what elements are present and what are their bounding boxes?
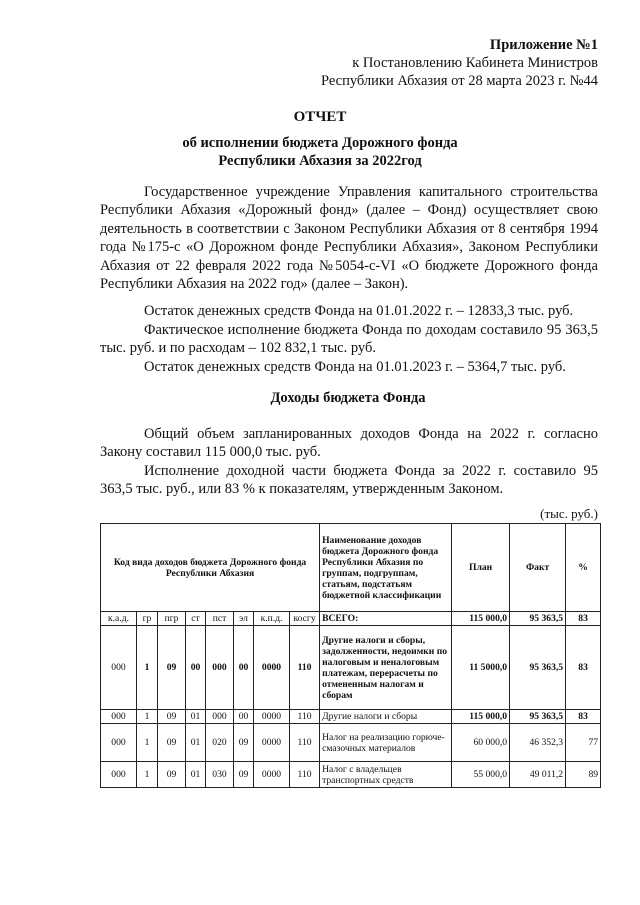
- report-subtitle-line1: об исполнении бюджета Дорожного фонда: [182, 135, 458, 151]
- el-cell: 09: [234, 724, 254, 762]
- pst-cell: 030: [206, 762, 234, 788]
- kad-cell: 000: [101, 710, 137, 724]
- kpd-cell: 0000: [254, 626, 290, 710]
- plan-cell: 115 000,0: [452, 710, 510, 724]
- pst-header: пст: [206, 612, 234, 626]
- gr-cell: 1: [137, 762, 158, 788]
- code-header-cell: Код вида доходов бюджета Дорожного фонда Республики Абхазия: [101, 524, 320, 612]
- total-plan: 115 000,0: [452, 612, 510, 626]
- appendix-decree-date: Республики Абхазия от 28 марта 2023 г. №44: [320, 73, 598, 89]
- kpd-header: к.п.д.: [254, 612, 290, 626]
- st-cell: 01: [186, 762, 206, 788]
- fact-cell: 46 352,3: [510, 724, 566, 762]
- table-row: [101, 762, 601, 788]
- total-fact: 95 363,5: [510, 612, 566, 626]
- el-cell: 09: [234, 762, 254, 788]
- st-cell: 00: [186, 626, 206, 710]
- percent-header-cell: %: [566, 524, 601, 612]
- name-cell: Другие налоги и сборы, задолженности, недоимки по налоговым и неналоговым платежам, перерасчеты по отмененным налогам и сборам: [320, 626, 452, 710]
- kosgu-cell: 110: [290, 762, 320, 788]
- appendix-decree: к Постановлению Кабинета Министров: [352, 55, 598, 71]
- report-title: ОТЧЕТ: [293, 109, 347, 125]
- appendix-number: Приложение №1: [489, 37, 598, 53]
- table-header-row: [101, 524, 601, 612]
- pgr-cell: 09: [158, 710, 186, 724]
- name-cell: Другие налоги и сборы: [320, 710, 452, 724]
- pst-cell: 000: [206, 710, 234, 724]
- report-subtitle-line2: Республики Абхазия за 2022год: [218, 153, 422, 169]
- kad-cell: 000: [101, 762, 137, 788]
- kosgu-header: косгу: [290, 612, 320, 626]
- name-cell: Налог на реализацию горюче-смазочных материалов: [320, 724, 452, 762]
- fact-cell: 95 363,5: [510, 626, 566, 710]
- kpd-cell: 0000: [254, 710, 290, 724]
- kosgu-cell: 110: [290, 724, 320, 762]
- income-table: [100, 523, 601, 788]
- pgr-cell: 09: [158, 626, 186, 710]
- pst-cell: 000: [206, 626, 234, 710]
- total-percent: 83: [566, 612, 601, 626]
- gr-header: гр: [137, 612, 158, 626]
- gr-cell: 1: [137, 710, 158, 724]
- execution-paragraph: Фактическое исполнение бюджета Фонда по доходам составило 95 363,5 тыс. руб. и по расходам – 102 832,1 тыс. руб.: [100, 322, 598, 357]
- intro-paragraph: Государственное учреждение Управления капитального строительства Республики Абхазия «Дорожный фонд» (далее – Фонд) осуществляет свою деятельность в соответствии с Законом Республики Абхазия от 8 сентября 1994 года №175-с «О Дорожном фонде Республики Абхазия», Законом Республики Абхазия от 22 февраля 2022 года №5054-с-VI «О бюджете Дорожного фонда Республики Абхазия на 2022 год» (далее – Закон).: [100, 184, 598, 293]
- pgr-cell: 09: [158, 762, 186, 788]
- fact-cell: 49 011,2: [510, 762, 566, 788]
- plan-cell: 60 000,0: [452, 724, 510, 762]
- total-label: ВСЕГО:: [320, 612, 452, 626]
- name-cell: Налог с владельцев транспортных средств: [320, 762, 452, 788]
- income-plan-paragraph: Общий объем запланированных доходов Фонда на 2022 г. согласно Закону составил 115 000,0 тыс. руб.: [100, 426, 598, 461]
- table-row: [101, 724, 601, 762]
- kad-cell: 000: [101, 724, 137, 762]
- appendix-block: [321, 36, 598, 90]
- pgr-header: пгр: [158, 612, 186, 626]
- percent-cell: 83: [566, 710, 601, 724]
- gr-cell: 1: [137, 626, 158, 710]
- fact-header-cell: Факт: [510, 524, 566, 612]
- table-subheader-row: [101, 612, 601, 626]
- pgr-cell: 09: [158, 724, 186, 762]
- fact-cell: 95 363,5: [510, 710, 566, 724]
- pst-cell: 020: [206, 724, 234, 762]
- percent-cell: 89: [566, 762, 601, 788]
- st-cell: 01: [186, 710, 206, 724]
- kad-cell: 000: [101, 626, 137, 710]
- kpd-cell: 0000: [254, 762, 290, 788]
- st-header: ст: [186, 612, 206, 626]
- plan-header-cell: План: [452, 524, 510, 612]
- balance-start-paragraph: Остаток денежных средств Фонда на 01.01.2022 г. – 12833,3 тыс. руб.: [144, 303, 574, 319]
- unit-note: (тыс. руб.): [540, 506, 598, 521]
- plan-cell: 55 000,0: [452, 762, 510, 788]
- table-row: [101, 710, 601, 724]
- percent-cell: 83: [566, 626, 601, 710]
- income-heading: Доходы бюджета Фонда: [270, 390, 426, 406]
- name-header-cell: Наименование доходов бюджета Дорожного фонда Республики Абхазия по группам, подгруппам, статьям, подстатьям бюджетной классификации: [320, 524, 452, 612]
- balance-end-paragraph: Остаток денежных средств Фонда на 01.01.2023 г. – 5364,7 тыс. руб.: [144, 359, 566, 375]
- table-row: [101, 626, 601, 710]
- plan-cell: 11 5000,0: [452, 626, 510, 710]
- income-execution-paragraph: Исполнение доходной части бюджета Фонда за 2022 г. составило 95 363,5 тыс. руб., или 83 % к показателям, утвержденным Законом.: [100, 463, 598, 498]
- el-cell: 00: [234, 710, 254, 724]
- kosgu-cell: 110: [290, 626, 320, 710]
- el-header: эл: [234, 612, 254, 626]
- kpd-cell: 0000: [254, 724, 290, 762]
- kosgu-cell: 110: [290, 710, 320, 724]
- percent-cell: 77: [566, 724, 601, 762]
- st-cell: 01: [186, 724, 206, 762]
- el-cell: 00: [234, 626, 254, 710]
- gr-cell: 1: [137, 724, 158, 762]
- kad-header: к.а.д.: [101, 612, 137, 626]
